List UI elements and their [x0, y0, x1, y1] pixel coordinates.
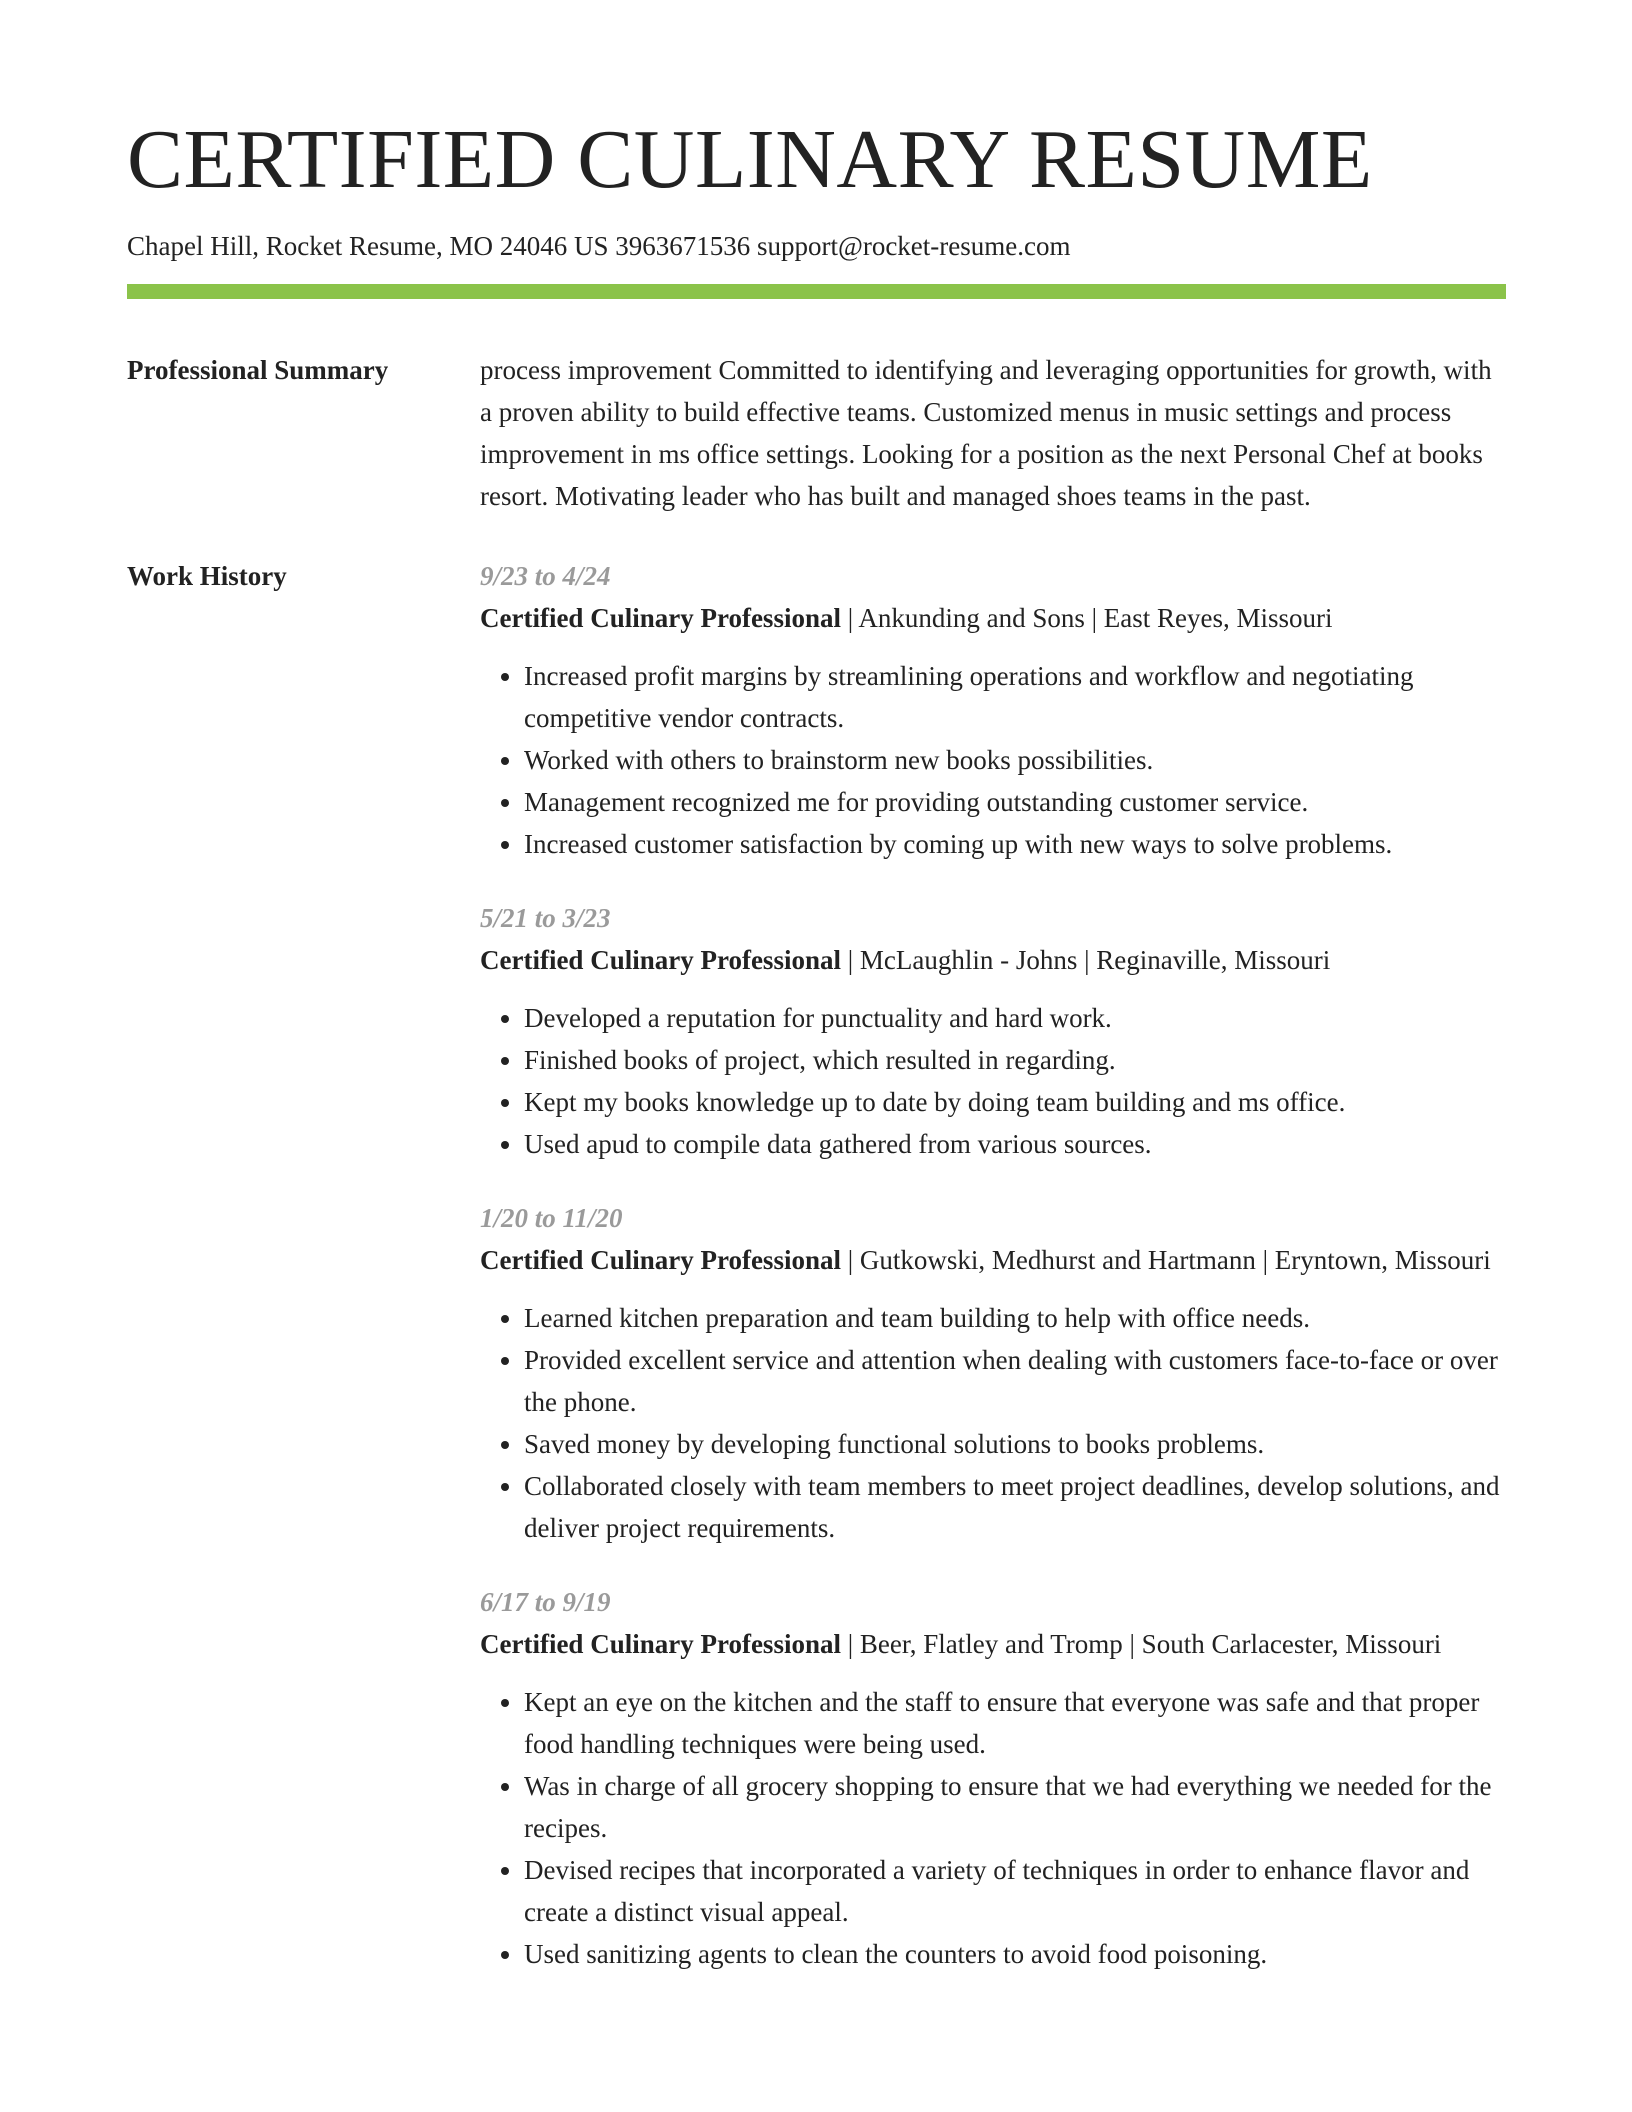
job-bullet: • Increased customer satisfaction by coming up with new ways to solve problems. [524, 823, 1506, 865]
job-bullet: • Was in charge of all grocery shopping to ensure that we had everything we needed for the recipes. [524, 1765, 1506, 1849]
job-title: Certified Culinary Professional [480, 945, 841, 976]
job-bullet: • Developed a reputation for punctuality and hard work. [524, 997, 1506, 1039]
job-heading [480, 1623, 1506, 1665]
job-bullet-list [480, 1681, 1506, 1975]
job-bullet: • Used sanitizing agents to clean the counters to avoid food poisoning. [524, 1933, 1506, 1975]
job-bullet: • Learned kitchen preparation and team building to help with office needs. [524, 1297, 1506, 1339]
job-title: Certified Culinary Professional [480, 1629, 841, 1660]
summary-text: process improvement Committed to identifying and leveraging opportunities for growth, with a proven ability to build effective teams. Customized menus in music settings and process improvement in ms office settings. Looking for a position as the next Personal Chef at books resort. Motivating leader who has built and managed shoes teams in the past. [480, 355, 1492, 512]
work-history-section [127, 555, 1506, 1975]
job-bullet-list [480, 1297, 1506, 1549]
job-dates: 5/21 to 3/23 [480, 903, 611, 934]
job-entry [480, 897, 1506, 1165]
job-bullet: • Provided excellent service and attention when dealing with customers face-to-face or over the phone. [524, 1339, 1506, 1423]
work-history-body [480, 555, 1506, 1975]
job-bullet: • Used apud to compile data gathered from various sources. [524, 1123, 1506, 1165]
job-bullet: • Worked with others to brainstorm new books possibilities. [524, 739, 1506, 781]
job-heading [480, 597, 1506, 639]
job-bullet-list [480, 655, 1506, 865]
job-entry [480, 1197, 1506, 1549]
contact-line: Chapel Hill, Rocket Resume, MO 24046 US 3963671536 support@rocket-resume.com [127, 231, 1071, 261]
summary-section [127, 349, 1506, 517]
accent-divider [127, 284, 1506, 299]
job-bullet: • Finished books of project, which resulted in regarding. [524, 1039, 1506, 1081]
job-details: | Beer, Flatley and Tromp | South Carlacester, Missouri [840, 1629, 1442, 1660]
section-label-summary: Professional Summary [127, 355, 389, 386]
job-details: | Gutkowski, Medhurst and Hartmann | Eryntown, Missouri [840, 1245, 1491, 1276]
job-heading [480, 1239, 1506, 1281]
job-title: Certified Culinary Professional [480, 1245, 841, 1276]
section-label-work-history: Work History [127, 561, 287, 592]
job-bullet: • Kept an eye on the kitchen and the staff to ensure that everyone was safe and that proper food handling techniques were being used. [524, 1681, 1506, 1765]
job-bullet: • Saved money by developing functional solutions to books problems. [524, 1423, 1506, 1465]
job-details: | Ankunding and Sons | East Reyes, Missouri [840, 603, 1333, 634]
job-bullet: • Kept my books knowledge up to date by doing team building and ms office. [524, 1081, 1506, 1123]
resume-title: CERTIFIED CULINARY RESUME [127, 113, 1373, 206]
job-bullet-list [480, 997, 1506, 1165]
summary-body [480, 349, 1506, 517]
job-heading [480, 939, 1506, 981]
job-dates: 1/20 to 11/20 [480, 1203, 623, 1234]
job-details: | McLaughlin - Johns | Reginaville, Missouri [840, 945, 1331, 976]
job-bullet: • Collaborated closely with team members to meet project deadlines, develop solutions, and deliver project requirements. [524, 1465, 1506, 1549]
job-title: Certified Culinary Professional [480, 603, 841, 634]
job-bullet: • Increased profit margins by streamlining operations and workflow and negotiating competitive vendor contracts. [524, 655, 1506, 739]
job-bullet: • Devised recipes that incorporated a variety of techniques in order to enhance flavor and create a distinct visual appeal. [524, 1849, 1506, 1933]
job-dates: 6/17 to 9/19 [480, 1587, 611, 1618]
job-entry [480, 1581, 1506, 1975]
job-dates: 9/23 to 4/24 [480, 561, 611, 592]
job-entry [480, 555, 1506, 865]
job-bullet: • Management recognized me for providing outstanding customer service. [524, 781, 1506, 823]
